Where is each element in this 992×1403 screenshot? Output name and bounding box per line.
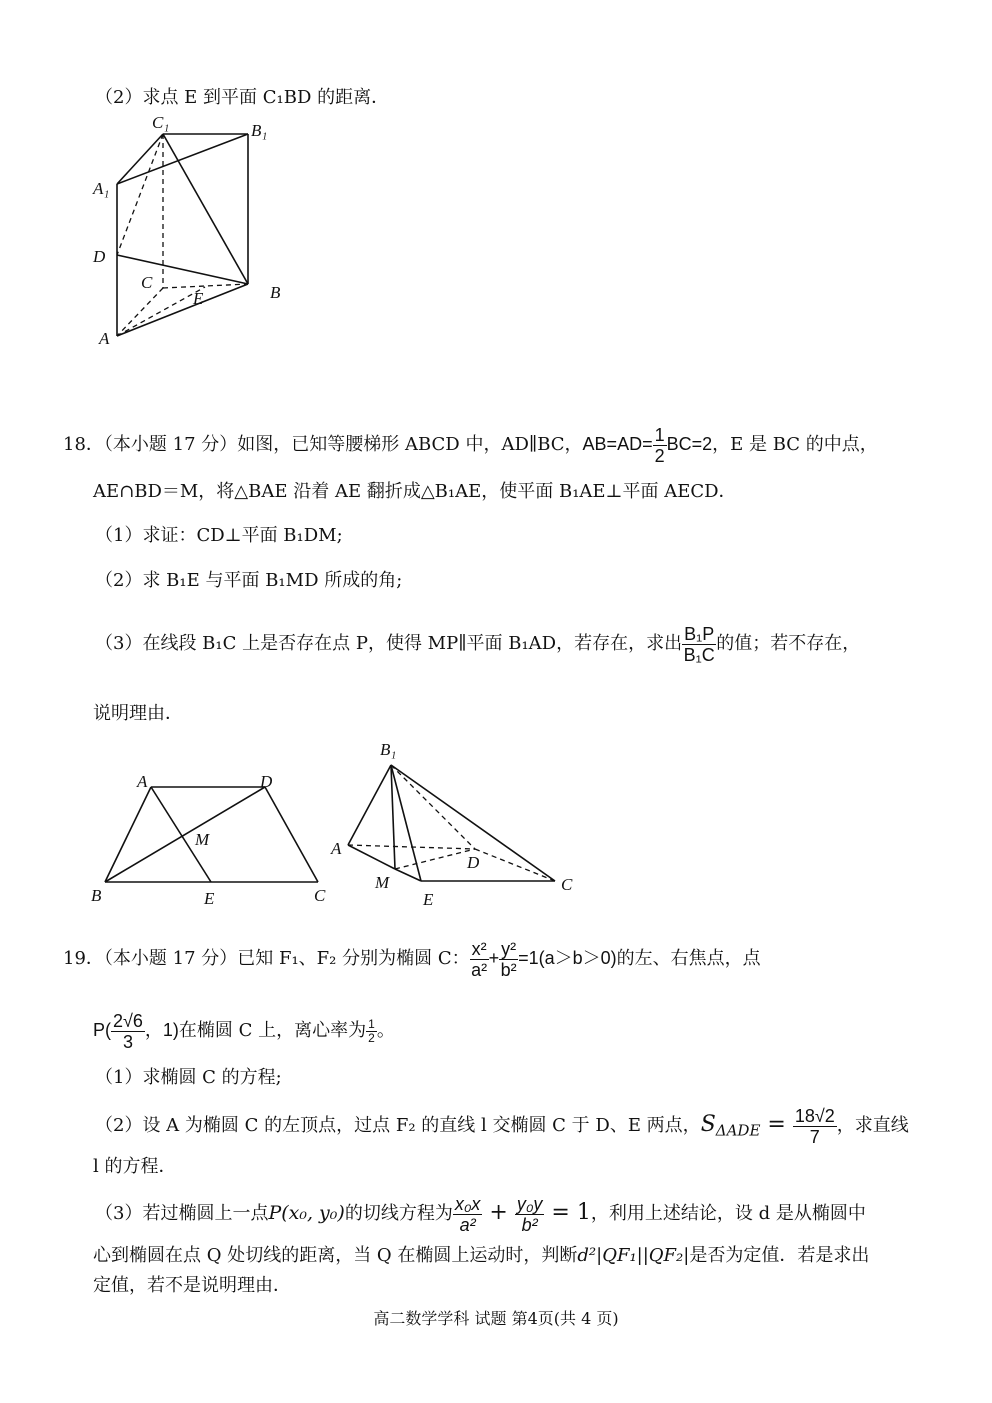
q18-stem-b: E 是 BC 的中点，: [730, 434, 878, 455]
q18-cond-left: AB=AD=: [582, 434, 653, 454]
q19-tan-x-frac: $\frac{\text{x₀x}}{\text{a²}}$: [454, 1193, 481, 1235]
pyr-label-e: E: [423, 890, 434, 909]
q18-part3: （3）在线段 B₁C 上是否存在点 P，使得 MP∥平面 B₁AD，若存在，求出 $\frac{\text{B₁P}}{\text{B₁C}}$ 的值；若不存在，: [95, 623, 861, 665]
pyr-label-m: M: [375, 873, 390, 892]
q19-stem-line2: P( $\frac{2√6}{3}$ ，1)在椭圆 C 上，离心率为 $\frac{1}{2}$ 。: [93, 1010, 395, 1052]
q19-y-frac: $\frac{\text{y²}}{\text{b²}}$: [500, 938, 517, 980]
q18-stem-line2: AE∩BD＝M，将△BAE 沿着 AE 翻折成△B₁AE，使平面 B₁AE⊥平面 AECD．: [93, 481, 737, 502]
q19-point-frac: $\frac{2√6}{3}$: [113, 1010, 143, 1052]
q19-area-frac: $\frac{18√2}{7}$: [794, 1105, 835, 1147]
label-c: C: [141, 273, 153, 292]
pyr-label-b1: B₁: [380, 740, 397, 759]
q19-part2: （2）设 A 为椭圆 C 的左顶点，过点 F₂ 的直线 l 交椭圆 C 于 D、E 两点，$S_{\Delta ADE}$ = $\frac{18√2}{7}$ ，求直线: [95, 1105, 909, 1147]
label-b: B: [270, 283, 281, 302]
q19-x-frac: $\frac{\text{x²}}{\text{a²}}$: [471, 938, 488, 980]
q19-part2-cont: l 的方程．: [93, 1156, 177, 1177]
page-footer: 高二数学学科 试题 第4页(共 4 页): [373, 1309, 619, 1328]
pyr-label-d: D: [467, 853, 480, 872]
q19-part3-line3: 定值，若不是说明理由．: [93, 1275, 291, 1296]
trap-label-d: D: [260, 772, 273, 791]
q19-stem-line1: 19．（本小题 17 分）已知 F₁、F₂ 分别为椭圆 C： $\frac{\text{x²}}{\text{a²}}$ + $\frac{\text{y²}}{\text{b²}}$ =1(a＞b＞0)的左、右焦点，点: [63, 938, 761, 980]
label-c1: C₁: [152, 113, 170, 132]
trap-label-m: M: [195, 830, 210, 849]
label-e: E: [193, 289, 204, 308]
q19-part1: （1）求椭圆 C 的方程;: [95, 1067, 282, 1088]
pyr-label-a: A: [331, 839, 342, 858]
pyr-label-c: C: [561, 875, 573, 894]
trap-label-b: B: [91, 886, 102, 905]
trapezoid-figure: [85, 765, 345, 915]
q19-ecc-frac: $\frac{1}{2}$: [368, 1016, 375, 1045]
q18-cond-right: BC=2，: [666, 434, 731, 454]
q19-part3-line2: 心到椭圆在点 Q 处切线的距离，当 Q 在椭圆上运动时，判断d²|QF₁||QF₂|是否为定值．若是求出: [93, 1245, 870, 1266]
trap-label-c: C: [314, 886, 326, 905]
label-a1: A₁: [93, 179, 110, 198]
label-b1: B₁: [251, 121, 268, 140]
pyramid-figure: [325, 735, 585, 915]
prism-figure: [85, 110, 305, 350]
q18-stem-line1: [63, 424, 878, 466]
label-a: A: [99, 329, 110, 348]
q18-part1: （1）求证：CD⊥平面 B₁DM;: [95, 525, 343, 546]
q19-part3: （3）若过椭圆上一点P(x₀, y₀)的切线方程为 $\frac{\text{x₀x}}{\text{a²}}$ + $\frac{\text{y₀y}}{\text{b²}}$ = 1，利用上述结论，设 d 是从椭圆中: [95, 1193, 866, 1235]
label-d: D: [93, 247, 106, 266]
q18-cond-frac: $\frac{1}{2}$: [654, 424, 665, 466]
q18-part2: （2）求 B₁E 与平面 B₁MD 所成的角;: [95, 570, 403, 591]
trap-label-e: E: [204, 889, 215, 908]
q19-tan-y-frac: $\frac{\text{y₀y}}{\text{b²}}$: [516, 1193, 543, 1235]
q18-part3-cont: 说明理由．: [93, 703, 183, 724]
q17-part2: （2）求点 E 到平面 C₁BD 的距离．: [95, 87, 390, 108]
q18-stem-a: 18．（本小题 17 分）如图，已知等腰梯形 ABCD 中，AD∥BC，: [63, 434, 583, 455]
q18-ratio-frac: $\frac{\text{B₁P}}{\text{B₁C}}$: [683, 623, 715, 665]
trap-label-a: A: [137, 772, 148, 791]
